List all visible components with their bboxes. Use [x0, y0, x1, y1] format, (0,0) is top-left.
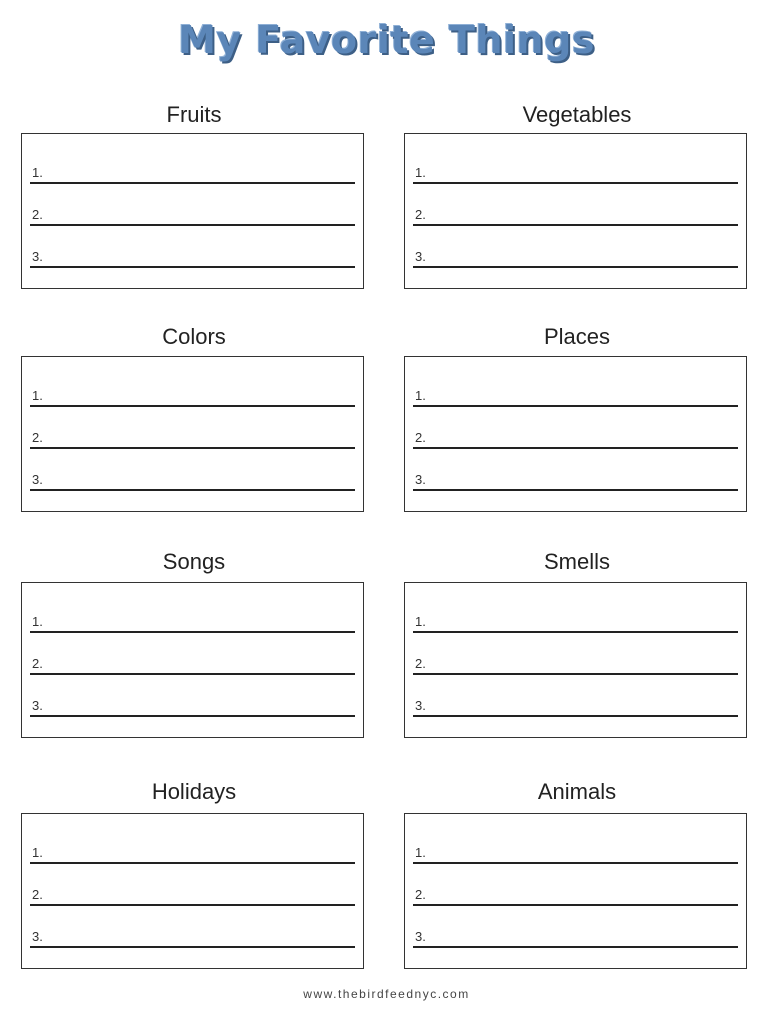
list-line[interactable]: 3.	[413, 928, 738, 948]
list-box	[21, 356, 364, 512]
list-line[interactable]: 2.	[30, 886, 355, 906]
list-line[interactable]: 1.	[413, 164, 738, 184]
list-box	[404, 582, 747, 738]
list-line[interactable]: 1.	[30, 613, 355, 633]
section-heading: Places	[543, 324, 611, 349]
list-box	[21, 813, 364, 969]
section-heading: Animals	[537, 779, 617, 804]
list-line[interactable]: 2.	[413, 886, 738, 906]
list-line[interactable]: 3.	[413, 248, 738, 268]
list-line[interactable]: 2.	[30, 429, 355, 449]
list-line[interactable]: 3.	[30, 471, 355, 491]
page-title: My Favorite Things	[178, 18, 595, 62]
section-vegetables	[404, 100, 750, 264]
section-animals	[404, 777, 750, 944]
list-line[interactable]: 1.	[413, 613, 738, 633]
list-line[interactable]: 2.	[413, 429, 738, 449]
section-colors	[21, 322, 367, 487]
section-heading: Fruits	[166, 102, 222, 127]
section-heading: Songs	[162, 549, 226, 574]
section-heading: Colors	[162, 324, 226, 349]
list-line[interactable]: 3.	[30, 248, 355, 268]
list-line[interactable]: 2.	[413, 206, 738, 226]
list-line[interactable]: 2.	[413, 655, 738, 675]
list-line[interactable]: 3.	[413, 697, 738, 717]
list-line[interactable]: 1.	[30, 164, 355, 184]
section-smells	[404, 547, 750, 713]
list-box	[404, 133, 747, 289]
section-fruits	[21, 100, 367, 264]
list-line[interactable]: 1.	[413, 387, 738, 407]
section-heading: Smells	[543, 549, 610, 574]
list-line[interactable]: 2.	[30, 655, 355, 675]
list-box	[404, 813, 747, 969]
list-line[interactable]: 2.	[30, 206, 355, 226]
list-line[interactable]: 3.	[30, 928, 355, 948]
list-line[interactable]: 1.	[30, 387, 355, 407]
section-places	[404, 322, 750, 487]
list-box	[21, 582, 364, 738]
section-heading: Vegetables	[522, 102, 632, 127]
list-line[interactable]: 3.	[30, 697, 355, 717]
list-box	[404, 356, 747, 512]
section-holidays	[21, 777, 367, 944]
list-box	[21, 133, 364, 289]
list-line[interactable]: 3.	[413, 471, 738, 491]
footer-url: www.thebirdfeednyc.com	[303, 987, 470, 1001]
list-line[interactable]: 1.	[413, 844, 738, 864]
list-line[interactable]: 1.	[30, 844, 355, 864]
section-heading: Holidays	[151, 779, 237, 804]
section-songs	[21, 547, 367, 713]
